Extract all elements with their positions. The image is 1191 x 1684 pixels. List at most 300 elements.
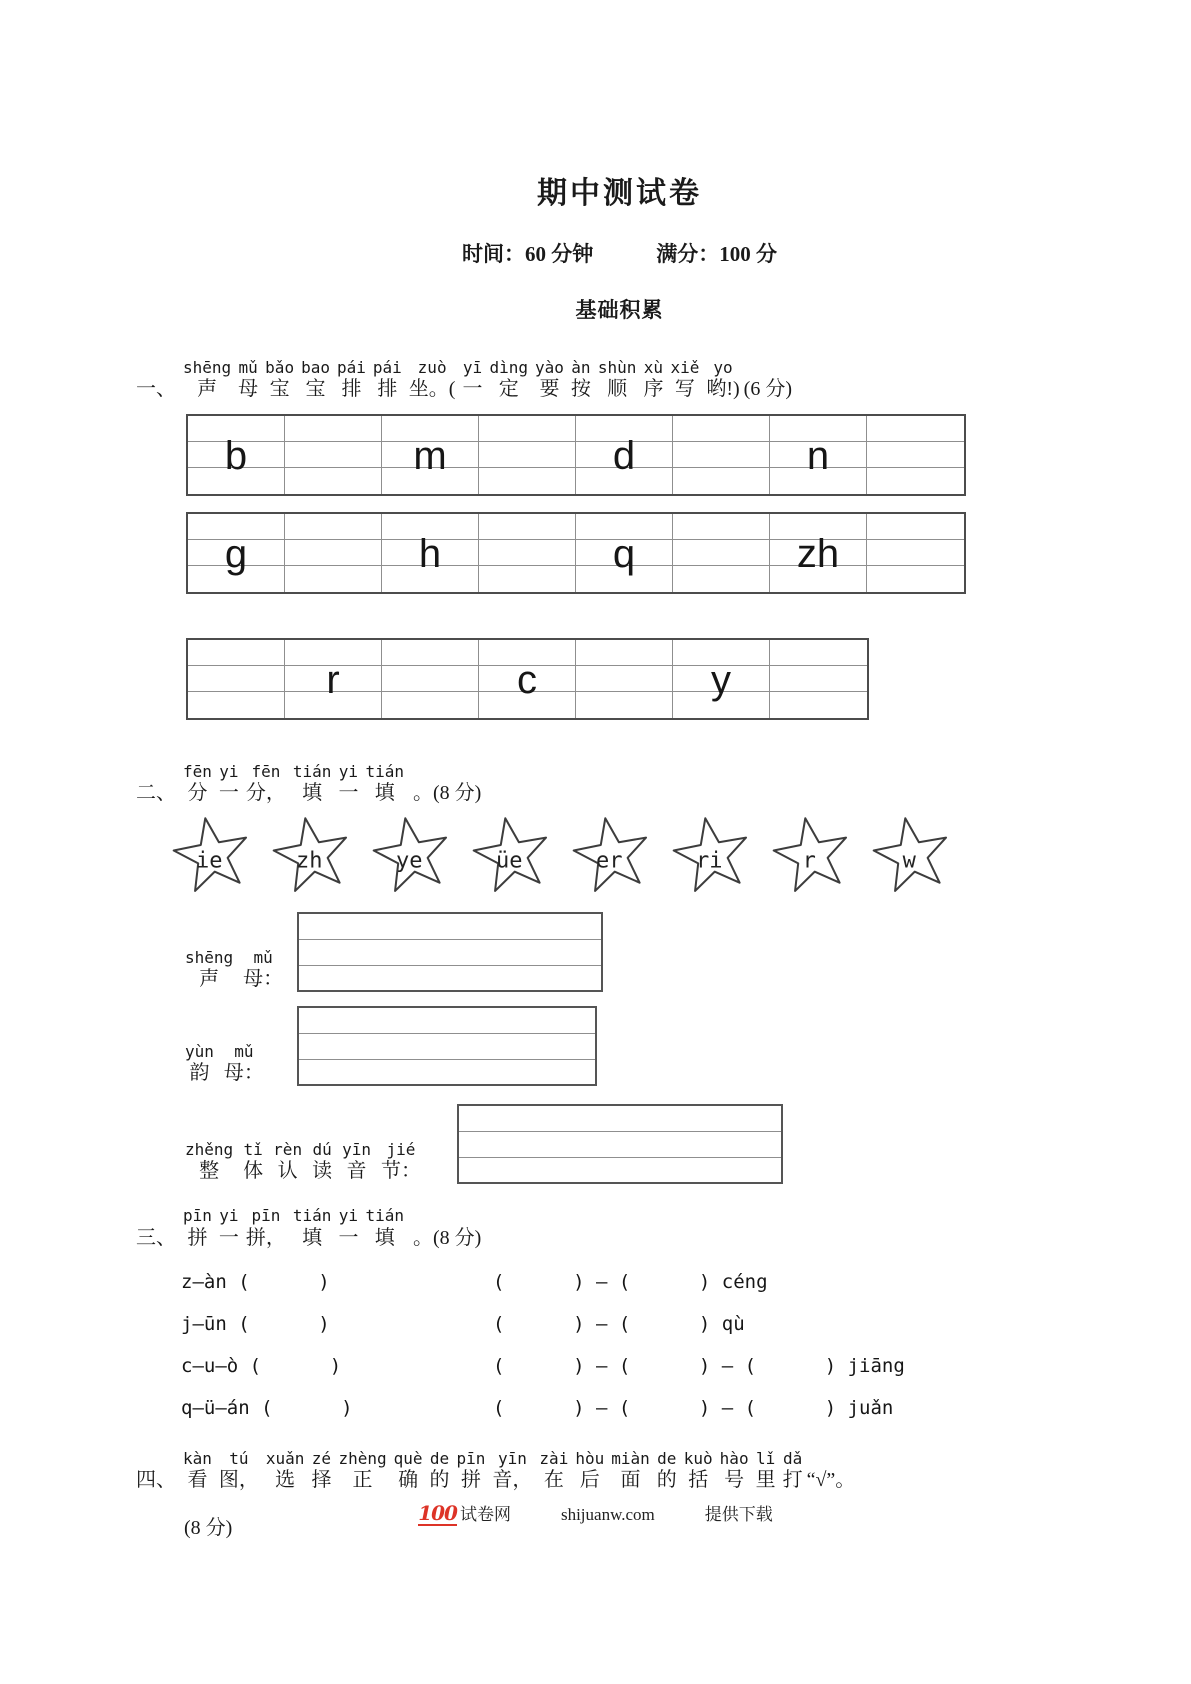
pinyin-hanzi-unit	[539, 1449, 568, 1493]
hanzi-text: 看	[187, 1468, 208, 1491]
pinyin-hanzi-unit	[293, 1206, 332, 1250]
leaf-label: w	[902, 848, 916, 874]
question-3-number: 三、	[136, 1226, 176, 1249]
pinyin-text: lǐ	[755, 1448, 776, 1468]
pinyin-writing-grid-1[interactable]	[186, 414, 966, 496]
pinyin-text: shēng	[185, 948, 234, 968]
grid-letter: d	[612, 434, 636, 479]
hanzi-text: 哟!)	[706, 378, 740, 401]
hanzi-text: 宝	[305, 378, 326, 401]
grid-letter: y	[711, 658, 731, 703]
hanzi-text: 母：	[223, 1062, 264, 1085]
pinyin-hanzi-unit	[611, 1449, 650, 1493]
page-title: 期中测试卷	[537, 177, 702, 210]
leaf-shape	[766, 816, 858, 896]
leaf-shape	[166, 816, 258, 896]
pinyin-hanzi-unit	[643, 358, 663, 402]
pinyin-text: yùn	[185, 1042, 214, 1062]
pinyin-text: xuǎn	[265, 1448, 305, 1468]
question-1-number: 一、	[136, 378, 176, 401]
grid-cell[interactable]	[285, 514, 382, 540]
grid-cell[interactable]	[479, 692, 576, 718]
grid-cell[interactable]	[285, 658, 382, 703]
answer-box-line	[459, 1106, 781, 1131]
pinyin-hanzi-unit	[409, 358, 456, 402]
hanzi-text: 母：	[243, 968, 284, 991]
grid-cell[interactable]	[576, 640, 673, 666]
pinyin-hanzi-unit	[706, 358, 739, 402]
grid-cell[interactable]	[188, 692, 285, 718]
pinyin-hanzi-unit	[246, 1206, 286, 1250]
hanzi-text: 在	[543, 1468, 564, 1491]
pinyin-text: zài	[539, 1448, 569, 1468]
pinyin-text: yīn	[497, 1448, 527, 1468]
pinyin-text: pīn	[251, 1206, 281, 1226]
answer-box-line	[299, 1033, 595, 1059]
exercise-blank-left[interactable]: q—ü—án ( )	[181, 1396, 353, 1419]
grid-cell[interactable]	[867, 468, 964, 494]
hanzi-text: 填	[302, 782, 323, 805]
question-2-header	[136, 762, 1103, 806]
pinyin-hanzi-unit	[293, 762, 332, 806]
answer-box-line	[299, 914, 601, 939]
pinyin-text: mǔ	[238, 358, 258, 377]
hanzi-text: 选	[275, 1468, 296, 1491]
pinyin-hanzi-unit	[312, 1140, 332, 1184]
hanzi-text: 要	[539, 378, 560, 401]
exercise-blank-left[interactable]: c—u—ò ( )	[181, 1354, 342, 1377]
hanzi-text: 拼	[187, 1226, 208, 1249]
grid-cell[interactable]	[479, 514, 576, 540]
pinyin-text: kàn	[183, 1448, 212, 1468]
pinyin-hanzi-unit	[224, 1042, 264, 1086]
answer-box-line	[299, 1008, 595, 1033]
hanzi-text: 序	[643, 378, 664, 401]
pinyin-hanzi-unit	[720, 1449, 749, 1493]
pinyin-text: yi	[338, 1206, 359, 1226]
pinyin-text: mǔ	[253, 948, 273, 968]
answer-box-initials[interactable]	[297, 912, 603, 992]
hanzi-text: 声	[197, 378, 218, 401]
grid-cell[interactable]	[285, 692, 382, 718]
question-1-title-units	[180, 358, 744, 402]
grid-cell[interactable]	[188, 566, 285, 592]
hanzi-text: 一	[218, 782, 239, 805]
pinyin-text: yī	[462, 358, 483, 377]
pinyin-text: xù	[643, 358, 664, 377]
leaf-label: ye	[395, 848, 423, 874]
hanzi-text: 拼	[460, 1468, 481, 1491]
exercise-row	[181, 1397, 1103, 1419]
grid-cell[interactable]	[576, 692, 673, 718]
exercise-blank-left[interactable]: z—àn ( )	[181, 1270, 330, 1293]
grid-cell[interactable]	[576, 468, 673, 494]
question-4-title-units	[180, 1449, 807, 1493]
grid-letter: zh	[796, 532, 840, 577]
pinyin-hanzi-unit	[265, 358, 294, 402]
pinyin-hanzi-unit	[756, 1449, 776, 1493]
grid-cell[interactable]	[382, 640, 479, 666]
pinyin-hanzi-unit	[273, 1140, 302, 1184]
grid-cell[interactable]	[285, 416, 382, 442]
hanzi-text: 一	[462, 378, 483, 401]
leaf-shape	[466, 816, 558, 896]
pinyin-text: tián	[365, 762, 404, 782]
pinyin-text: zhěng	[185, 1140, 234, 1160]
hanzi-text: 一	[338, 782, 359, 805]
question-4-check-mark: “√”。	[806, 1468, 856, 1491]
question-3-score: 。(8 分)	[407, 1226, 482, 1249]
hanzi-text: 坐。(	[408, 378, 456, 401]
category-label-initials	[181, 948, 297, 992]
grid-cell[interactable]	[188, 434, 285, 479]
exercise-row	[181, 1355, 1103, 1377]
grid-letter: b	[224, 434, 248, 479]
pinyin-text: tián	[292, 1206, 332, 1226]
grid-cell[interactable]	[285, 442, 382, 468]
grid-letter: m	[413, 434, 447, 479]
grid-letter: q	[612, 532, 636, 577]
grid-letter: g	[224, 532, 248, 577]
pinyin-text: shùn	[597, 358, 637, 377]
pinyin-hanzi-unit	[342, 1140, 371, 1184]
pinyin-text: bǎo	[265, 358, 295, 377]
pinyin-hanzi-unit	[183, 358, 231, 402]
pinyin-text: yi	[219, 762, 239, 782]
pinyin-text: yi	[219, 1206, 239, 1226]
pinyin-hanzi-unit	[337, 358, 366, 402]
exercise-blank-right[interactable]: ( ) — ( ) — ( ) juǎn	[493, 1396, 894, 1419]
pinyin-text: tǐ	[243, 1140, 263, 1160]
leaf-shape	[666, 816, 758, 896]
leaf-label: ri	[695, 848, 723, 874]
leaf-shape	[566, 816, 658, 896]
exam-meta: 时间：60 分钟 满分：100 分	[462, 242, 777, 266]
hanzi-text: 分	[187, 782, 208, 805]
grid-letter: r	[326, 658, 340, 703]
pinyin-text: de	[429, 1448, 450, 1468]
grid-cell[interactable]	[479, 416, 576, 442]
grid-cell[interactable]	[479, 442, 576, 468]
pinyin-hanzi-unit	[430, 1449, 450, 1493]
grid-cell[interactable]	[285, 566, 382, 592]
footer-note: 提供下载	[704, 1505, 773, 1524]
pinyin-hanzi-unit	[670, 358, 699, 402]
pinyin-text: yīn	[342, 1140, 371, 1160]
pinyin-hanzi-unit	[243, 948, 283, 992]
pinyin-hanzi-unit	[575, 1449, 604, 1493]
grid-cell[interactable]	[576, 532, 673, 577]
grid-cell[interactable]	[285, 468, 382, 494]
pinyin-text: tián	[292, 762, 332, 782]
pinyin-text: zuò	[417, 358, 447, 377]
hanzi-text: 里	[755, 1468, 776, 1491]
grid-cell[interactable]	[576, 434, 673, 479]
pinyin-text: zé	[311, 1448, 332, 1468]
pinyin-hanzi-unit	[338, 1206, 358, 1250]
leaf-label: üe	[495, 848, 523, 874]
grid-cell[interactable]	[673, 514, 770, 540]
pinyin-text: mǔ	[234, 1042, 254, 1062]
pinyin-text: jié	[386, 1140, 416, 1160]
pinyin-text: àn	[571, 358, 591, 377]
grid-cell[interactable]	[479, 540, 576, 566]
pinyin-hanzi-unit	[266, 1449, 305, 1493]
pinyin-text: xiě	[670, 358, 700, 377]
category-row-whole-syllables	[181, 1104, 1103, 1184]
exercise-blank-right[interactable]: ( ) — ( ) qù	[493, 1312, 745, 1335]
hanzi-text: 括	[688, 1468, 709, 1491]
hanzi-text: 打	[782, 1468, 803, 1491]
pinyin-hanzi-unit	[301, 358, 330, 402]
pinyin-hanzi-unit	[571, 358, 591, 402]
pinyin-hanzi-unit	[489, 358, 528, 402]
pinyin-text: fēn	[183, 762, 212, 782]
pinyin-text: dú	[312, 1140, 332, 1160]
pinyin-hanzi-unit	[311, 1449, 331, 1493]
leaf-row	[166, 816, 1103, 896]
hanzi-text: 后	[579, 1468, 600, 1491]
hanzi-text: 一	[338, 1226, 359, 1249]
grid-cell[interactable]	[479, 566, 576, 592]
page-footer	[0, 1500, 1191, 1526]
pinyin-hanzi-unit	[657, 1449, 677, 1493]
pinyin-hanzi-unit	[243, 1140, 263, 1184]
grid-cell[interactable]	[576, 566, 673, 592]
grid-cell[interactable]	[673, 566, 770, 592]
grid-cell[interactable]	[867, 416, 964, 442]
pinyin-hanzi-unit	[183, 1449, 212, 1493]
exercise-blank-right[interactable]: ( ) — ( ) — ( ) jiāng	[493, 1354, 905, 1377]
pinyin-writing-grid-2[interactable]	[186, 512, 966, 594]
pinyin-text: dìng	[489, 358, 528, 377]
pinyin-text: què	[393, 1448, 423, 1468]
hanzi-text: 读	[312, 1160, 333, 1183]
exercise-blank-right[interactable]: ( ) — ( ) céng	[493, 1270, 768, 1293]
grid-cell[interactable]	[867, 540, 964, 566]
answer-box-line	[299, 939, 601, 965]
question-4-number: 四、	[136, 1468, 176, 1491]
hanzi-text: 填	[374, 782, 395, 805]
hanzi-text: 写	[674, 378, 695, 401]
grid-cell[interactable]	[770, 468, 867, 494]
hanzi-text: 整	[199, 1160, 220, 1183]
question-2-score: 。(8 分)	[407, 782, 482, 805]
grid-cell[interactable]	[770, 566, 867, 592]
question-3-title-units	[180, 1206, 408, 1250]
hanzi-text: 韵	[189, 1062, 210, 1085]
grid-cell[interactable]	[867, 566, 964, 592]
spelling-exercise	[181, 1271, 1103, 1419]
exercise-blank-left[interactable]: j—ūn ( )	[181, 1312, 330, 1335]
footer-domain[interactable]: shijuanw.com	[560, 1505, 655, 1524]
exercise-row	[181, 1313, 1103, 1335]
pinyin-text: pái	[372, 358, 402, 377]
grid-cell[interactable]	[673, 442, 770, 468]
pinyin-text: pīn	[183, 1206, 212, 1226]
grid-cell[interactable]	[673, 658, 770, 703]
hanzi-text: 填	[374, 1226, 395, 1249]
pinyin-hanzi-unit	[373, 358, 402, 402]
hanzi-text: 音，	[492, 1468, 533, 1491]
grid-cell[interactable]	[479, 658, 576, 703]
hanzi-text: 一	[218, 1226, 239, 1249]
grid-cell[interactable]	[188, 640, 285, 666]
pinyin-text: tú	[229, 1448, 249, 1468]
hanzi-text: 面	[620, 1468, 641, 1491]
grid-cell[interactable]	[673, 416, 770, 442]
pinyin-hanzi-unit	[338, 1449, 386, 1493]
leaf-label: ie	[195, 848, 223, 874]
hanzi-text: 号	[724, 1468, 745, 1491]
category-row-initials	[181, 912, 1103, 992]
pinyin-text: yi	[338, 762, 359, 782]
grid-cell[interactable]	[382, 434, 479, 479]
grid-cell[interactable]	[479, 468, 576, 494]
section-heading: 基础积累	[575, 298, 664, 322]
category-label-whole-syllables	[181, 1140, 457, 1184]
pinyin-hanzi-unit	[183, 762, 212, 806]
hanzi-text: 正	[352, 1468, 373, 1491]
pinyin-hanzi-unit	[394, 1449, 423, 1493]
question-3-header	[136, 1206, 1103, 1250]
pinyin-hanzi-unit	[246, 762, 286, 806]
hanzi-text: 音	[346, 1160, 367, 1183]
pinyin-text: pīn	[456, 1448, 486, 1468]
leaf-shape	[366, 816, 458, 896]
question-4-header	[136, 1449, 1103, 1493]
pinyin-hanzi-unit	[462, 358, 482, 402]
leaf-shape	[866, 816, 958, 896]
hanzi-text: 排	[341, 378, 362, 401]
hanzi-text: 拼，	[245, 1226, 286, 1249]
pinyin-hanzi-unit	[338, 762, 358, 806]
pinyin-text: yo	[713, 358, 733, 377]
pinyin-hanzi-unit	[492, 1449, 532, 1493]
pinyin-hanzi-unit	[219, 1206, 239, 1250]
pinyin-text: shēng	[183, 358, 232, 377]
hanzi-text: 排	[377, 378, 398, 401]
grid-cell[interactable]	[770, 434, 867, 479]
hanzi-text: 声	[199, 968, 220, 991]
grid-letter: c	[517, 658, 537, 703]
answer-box-line	[459, 1131, 781, 1157]
pinyin-hanzi-unit	[365, 762, 404, 806]
grid-cell[interactable]	[673, 540, 770, 566]
grid-cell[interactable]	[770, 532, 867, 577]
pinyin-hanzi-unit	[783, 1449, 803, 1493]
grid-cell[interactable]	[867, 514, 964, 540]
hanzi-text: 认	[277, 1160, 298, 1183]
hanzi-text: 确	[398, 1468, 419, 1491]
footer-brand	[418, 1500, 511, 1526]
pinyin-text: bao	[301, 358, 330, 377]
pinyin-text: fēn	[251, 762, 281, 782]
pinyin-text: pái	[336, 358, 366, 377]
leaf-label: er	[595, 848, 623, 874]
hanzi-text: 图，	[218, 1468, 259, 1491]
grid-cell[interactable]	[770, 640, 867, 666]
hanzi-text: 母	[238, 378, 259, 401]
pinyin-hanzi-unit	[219, 1449, 259, 1493]
pinyin-hanzi-unit	[185, 948, 233, 992]
pinyin-hanzi-unit	[457, 1449, 486, 1493]
pinyin-hanzi-unit	[535, 358, 564, 402]
grid-cell[interactable]	[188, 468, 285, 494]
grid-cell[interactable]	[188, 532, 285, 577]
hanzi-text: 按	[570, 378, 591, 401]
grid-cell[interactable]	[673, 468, 770, 494]
pinyin-hanzi-unit	[598, 358, 637, 402]
grid-cell[interactable]	[382, 666, 479, 692]
hanzi-text: 宝	[269, 378, 290, 401]
pinyin-text: hòu	[575, 1448, 605, 1468]
pinyin-text: miàn	[611, 1448, 650, 1468]
grid-cell[interactable]	[188, 666, 285, 692]
pinyin-text: yào	[535, 358, 564, 377]
footer-brand-100: 100	[418, 1501, 457, 1525]
pinyin-text: rèn	[273, 1140, 303, 1160]
hanzi-text: 体	[243, 1160, 264, 1183]
question-2-title-units	[180, 762, 408, 806]
leaf-shape	[266, 816, 358, 896]
grid-cell[interactable]	[382, 468, 479, 494]
pinyin-text: zhèng	[338, 1448, 387, 1468]
grid-cell[interactable]	[770, 666, 867, 692]
category-label-finals	[181, 1042, 297, 1086]
pinyin-hanzi-unit	[684, 1449, 713, 1493]
grid-cell[interactable]	[285, 540, 382, 566]
pinyin-text: kuò	[683, 1448, 713, 1468]
question-4-score: (8 分)	[184, 1516, 233, 1539]
leaf-label: r	[802, 848, 816, 874]
category-row-finals	[181, 1006, 1103, 1086]
hanzi-text: 顺	[607, 378, 628, 401]
answer-box-line	[459, 1157, 781, 1183]
pinyin-hanzi-unit	[183, 1206, 212, 1250]
answer-box-line	[299, 965, 601, 991]
grid-cell[interactable]	[382, 566, 479, 592]
pinyin-hanzi-unit	[381, 1140, 421, 1184]
answer-box-finals[interactable]	[297, 1006, 597, 1086]
question-1-score: (6 分)	[743, 378, 792, 401]
grid-cell[interactable]	[673, 692, 770, 718]
hanzi-text: 分，	[245, 782, 286, 805]
pinyin-hanzi-unit	[238, 358, 258, 402]
footer-brand-name: 试卷网	[459, 1505, 511, 1524]
hanzi-text: 节：	[380, 1160, 421, 1183]
grid-cell[interactable]	[576, 666, 673, 692]
grid-letter: n	[806, 434, 830, 479]
grid-cell[interactable]	[382, 692, 479, 718]
pinyin-writing-grid-3[interactable]	[186, 638, 869, 720]
pinyin-text: de	[657, 1448, 677, 1468]
answer-box-whole-syllables[interactable]	[457, 1104, 783, 1184]
pinyin-text: hào	[719, 1448, 749, 1468]
question-1-header	[136, 358, 1103, 402]
hanzi-text: 的	[429, 1468, 450, 1491]
pinyin-text: dǎ	[782, 1448, 803, 1468]
hanzi-text: 的	[656, 1468, 677, 1491]
pinyin-hanzi-unit	[365, 1206, 404, 1250]
pinyin-hanzi-unit	[185, 1042, 214, 1086]
hanzi-text: 择	[311, 1468, 332, 1491]
grid-cell[interactable]	[770, 692, 867, 718]
grid-cell[interactable]	[382, 532, 479, 577]
grid-cell[interactable]	[867, 442, 964, 468]
hanzi-text: 定	[498, 378, 519, 401]
pinyin-hanzi-unit	[185, 1140, 233, 1184]
